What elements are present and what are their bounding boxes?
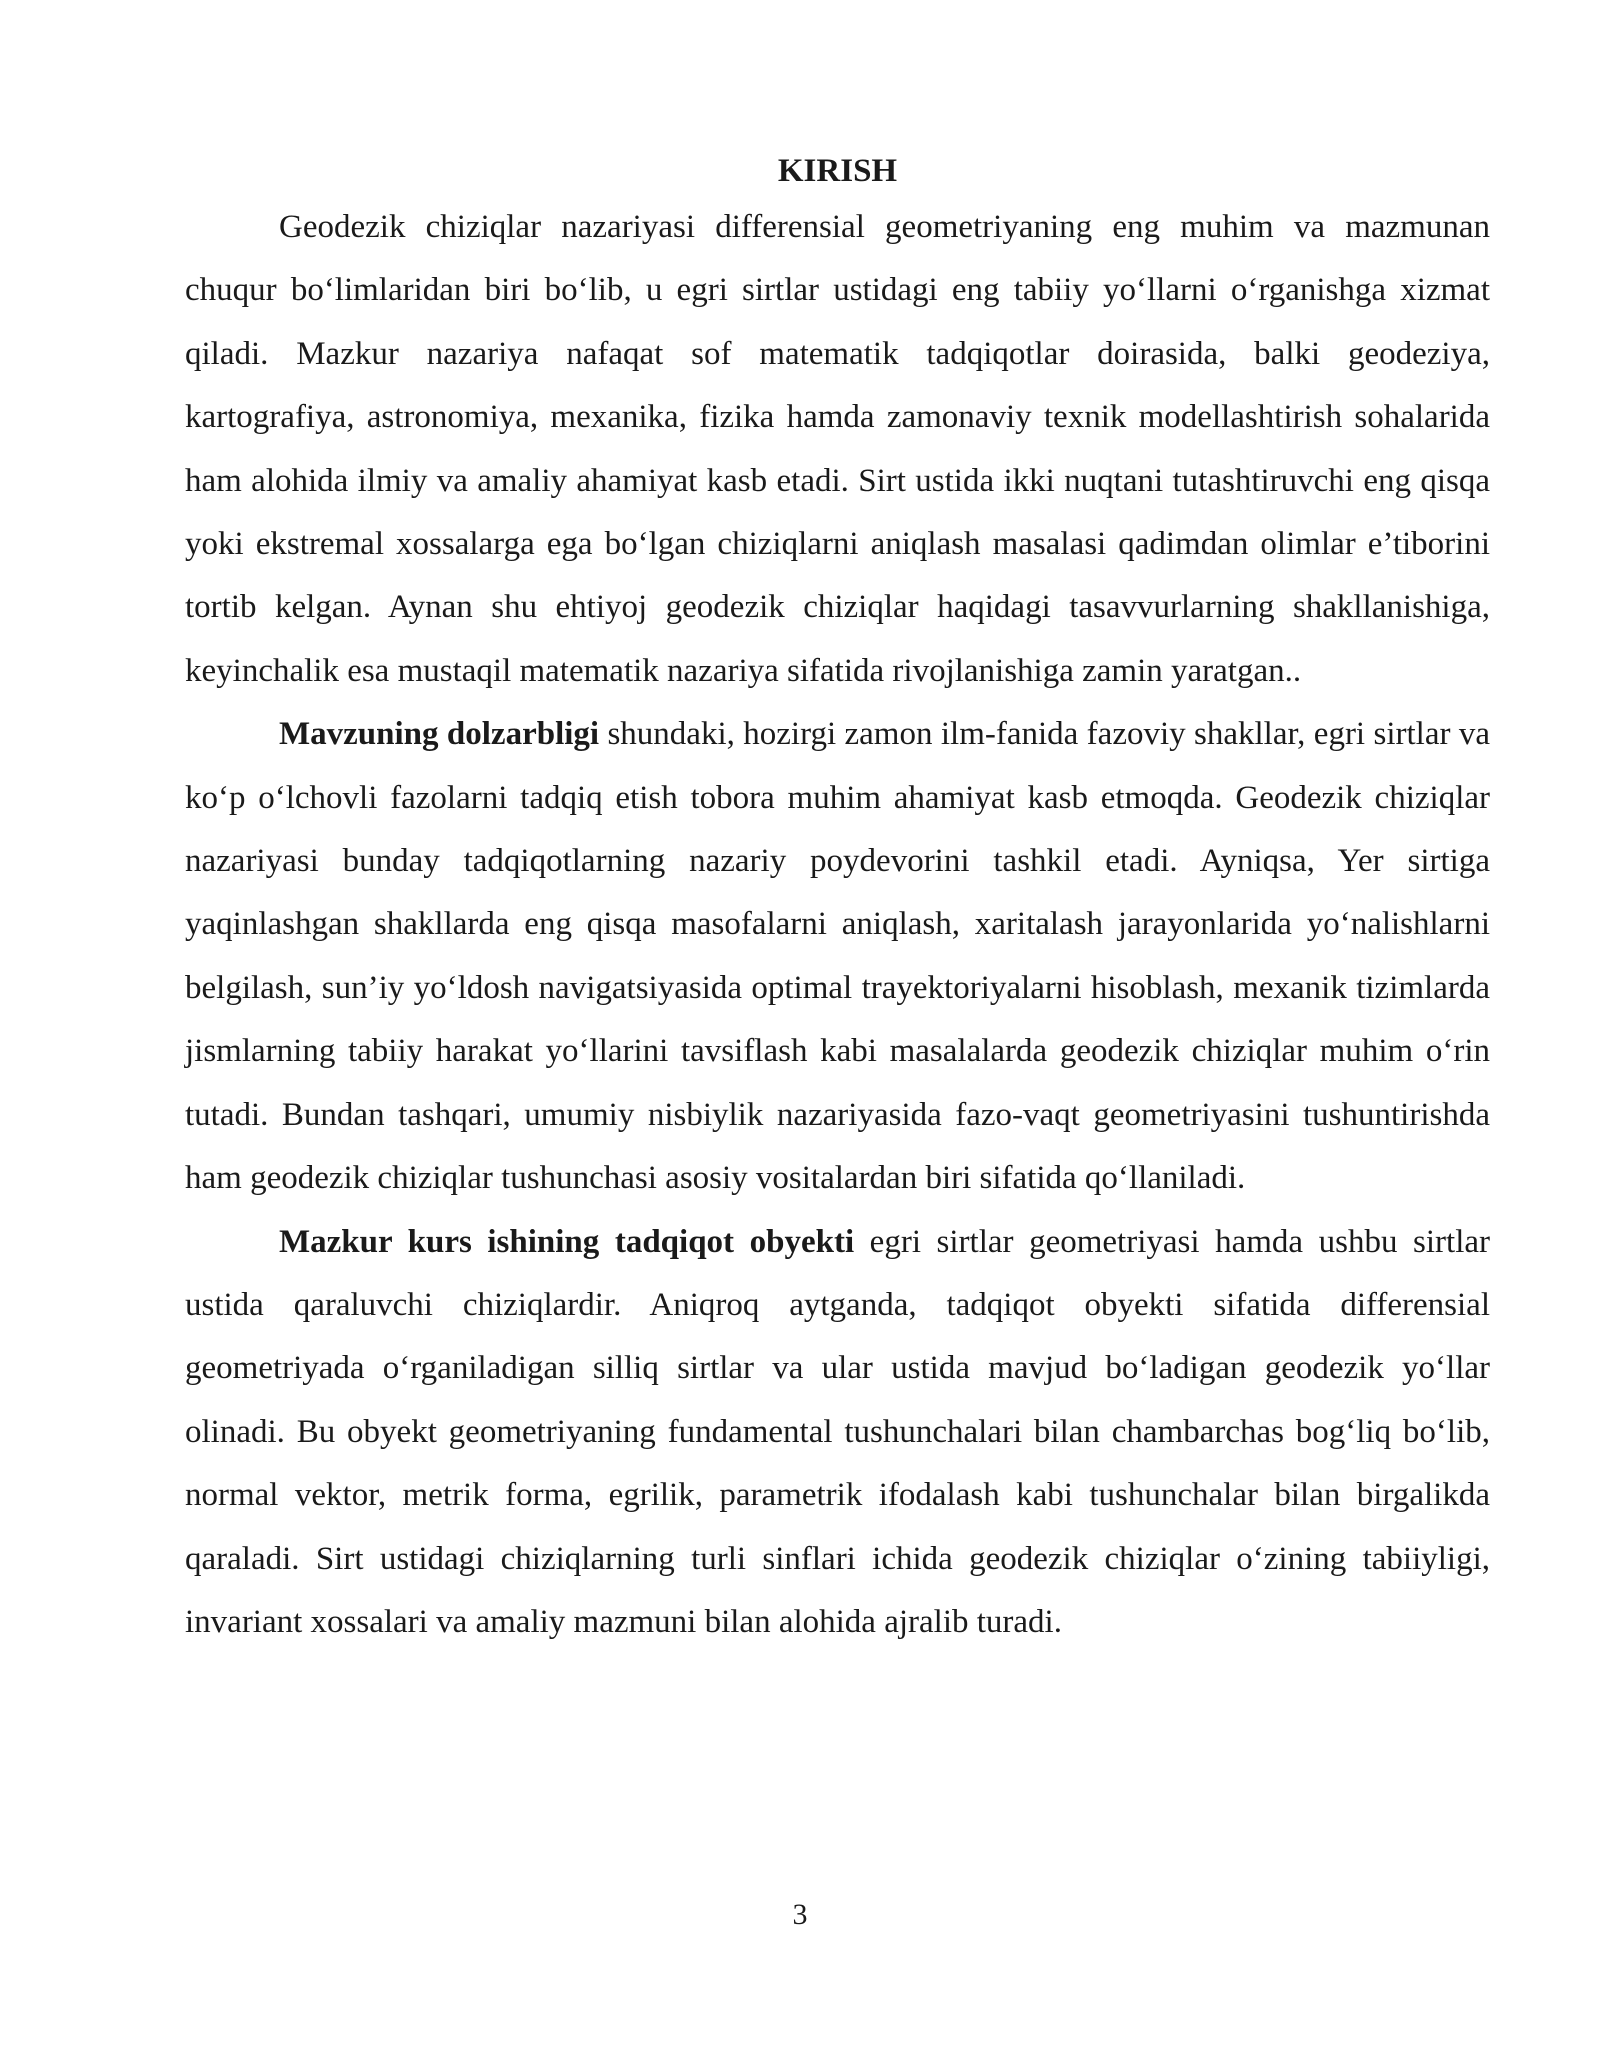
paragraph-text: egri sirtlar geometriyasi hamda ushbu sirtlar ustida qaraluvchi chiziqlardir. Aniqroq aytganda, tadqiqot obyekti sifatida differensial geometriyada o‘rganiladigan silliq sirtlar va ular ustida mavjud bo‘ladigan geodezik yo‘llar olinadi. Bu obyekt geometriyaning fundamental tushunchalari bilan chambarchas bog‘liq bo‘lib, normal vektor, metrik forma, egrilik, parametrik ifodalash kabi tushunchalar bilan birgalikda qaraladi. Sirt ustidagi chiziqlarning turli sinflari ichida geodezik chiziqlar o‘zining tabiiyligi, invariant xossalari va amaliy mazmuni bilan alohida ajralib turadi. — [185, 1223, 1490, 1640]
paragraph-relevance — [185, 703, 1490, 1210]
paragraph-lead: Mazkur kurs ishining tadqiqot obyekti — [279, 1223, 855, 1260]
paragraph-lead: Mavzuning dolzarbligi — [279, 716, 600, 753]
page-number: 3 — [792, 1898, 808, 1931]
paragraph-text: shundaki, hozirgi zamon ilm-fanida fazoviy shakllar, egri sirtlar va ko‘p o‘lchovli fazolarni tadqiq etish tobora muhim ahamiyat kasb etmoqda. Geodezik chiziqlar nazariyasi bunday tadqiqotlarning nazariy poydevorini tashkil etadi. Ayniqsa, Yer sirtiga yaqinlashgan shakllarda eng qisqa masofalarni aniqlash, xaritalash jarayonlarida yo‘nalishlarni belgilash, sun’iy yo‘ldosh navigatsiyasida optimal trayektoriyalarni hisoblash, mexanik tizimlarda jismlarning tabiiy harakat yo‘llarini tavsiflash kabi masalalarda geodezik chiziqlar muhim o‘rin tutadi. Bundan tashqari, umumiy nisbiylik nazariyasida fazo-vaqt geometriyasini tushuntirishda ham geodezik chiziqlar tushunchasi asosiy vositalardan biri sifatida qo‘llaniladi. — [185, 716, 1490, 1197]
page-content — [185, 146, 1490, 1654]
paragraph-text: Geodezik chiziqlar nazariyasi differensial geometriyaning eng muhim va mazmunan chuqur bo‘limlaridan biri bo‘lib, u egri sirtlar ustidagi eng tabiiy yo‘llarni o‘rganishga xizmat qiladi. Mazkur nazariya nafaqat sof matematik tadqiqotlar doirasida, balki geodeziya, kartografiya, astronomiya, mexanika, fizika hamda zamonaviy texnik modellashtirish sohalarida ham alohida ilmiy va amaliy ahamiyat kasb etadi. Sirt ustida ikki nuqtani tutashtiruvchi eng qisqa yoki ekstremal xossalarga ega bo‘lgan chiziqlarni aniqlash masalasi qadimdan olimlar e’tiborini tortib kelgan. Aynan shu ehtiyoj geodezik chiziqlar haqidagi tasavvurlarning shakllanishiga, keyinchalik esa mustaqil matematik nazariya sifatida rivojlanishiga zamin yaratgan.. — [185, 209, 1490, 689]
paragraph-introduction — [185, 196, 1490, 703]
paragraph-research-object — [185, 1211, 1490, 1655]
section-heading: KIRISH — [777, 153, 898, 189]
